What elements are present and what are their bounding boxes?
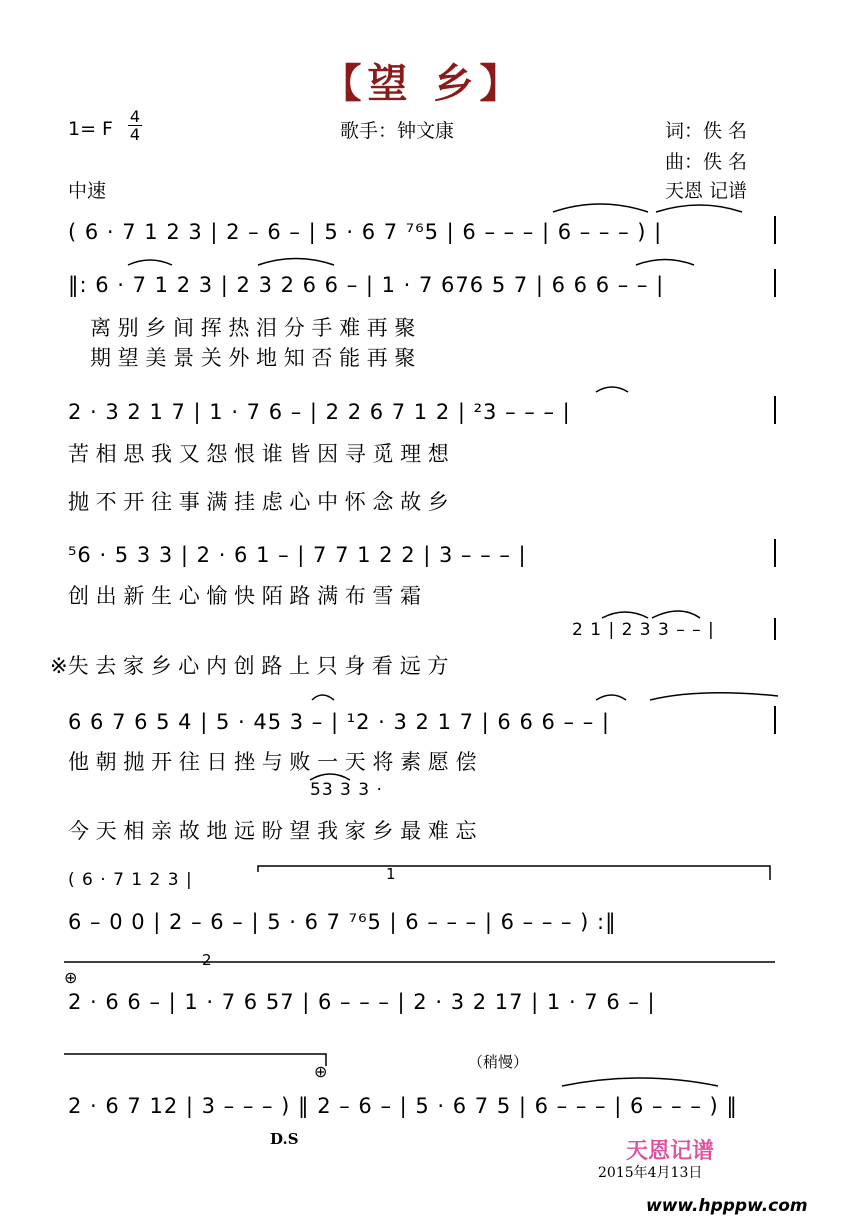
notation-row: 2 · 6 7 12 | 3 – – – ) ‖ 2 – 6 – | 5 · 6 7 5 | 6 – – – | 6 – – – ) ‖ xyxy=(68,1094,738,1118)
volta-2-number: 2 xyxy=(202,951,212,969)
time-denominator: 4 xyxy=(129,125,141,144)
singer: 歌手：钟文康 xyxy=(340,120,455,142)
slur-mark xyxy=(310,774,350,780)
ds-label: D.S xyxy=(270,1130,299,1148)
notation-row: ( 6 · 7 1 2 3 | 2 – 6 – | 5 · 6 7 ⁷⁶5 | 6 – – – | 6 – – – ) | xyxy=(68,220,663,244)
notation-row: ‖: 6 · 7 1 2 3 | 2 3 2 6 6 – | 1 · 7 676 5 7 | 6 6 6 – – | xyxy=(68,273,665,297)
slur-mark xyxy=(652,611,700,618)
coda-sign: ⊕ xyxy=(314,1062,328,1081)
slur-mark xyxy=(650,693,778,700)
notation-row: 6 6 7 6 5 4 | 5 · 45 3 – | ¹2 · 3 2 1 7 | 6 6 6 – – | xyxy=(68,710,610,734)
slur-mark xyxy=(553,204,648,212)
notation-row: 2 1 | 2 3 3 – – | xyxy=(572,620,715,640)
lyric-line: ※失 去 家 乡 心 内 创 路 上 只 身 看 远 方 xyxy=(50,654,449,678)
key-signature: 1= F xyxy=(68,118,113,140)
composer: 曲：佚 名 xyxy=(665,151,748,173)
slur-mark xyxy=(602,612,648,618)
lyric-line: 他 朝 抛 开 往 日 挫 与 败 一 天 将 素 愿 偿 xyxy=(68,750,477,774)
website-watermark: www.hpppw.com xyxy=(646,1196,808,1216)
lyric-line: 期 望 美 景 关 外 地 知 否 能 再 聚 xyxy=(90,346,416,370)
slur-mark xyxy=(128,260,172,265)
notation-row: 6 – 0 0 | 2 – 6 – | 5 · 6 7 ⁷⁶5 | 6 – – – | 6 – – – ) :‖ xyxy=(68,910,617,934)
lyricist: 词：佚 名 xyxy=(665,120,748,142)
notation-row: 2 · 3 2 1 7 | 1 · 7 6 – | 2 2 6 7 1 2 | ²3 – – – | xyxy=(68,400,571,424)
slur-mark xyxy=(636,260,694,266)
lyric-line: 苦 相 思 我 又 怨 恨 谁 皆 因 寻 觅 理 想 xyxy=(68,442,449,466)
transcriber-signature: 天恩记谱 xyxy=(626,1138,715,1164)
volta-1-number: 1 xyxy=(386,865,396,883)
song-title: 【望 乡】 xyxy=(321,61,526,107)
notation-row: 2 · 6 6 – | 1 · 7 6 57 | 6 – – – | 2 · 3 2 17 | 1 · 7 6 – | xyxy=(68,990,656,1014)
volta-bracket-1 xyxy=(258,866,770,880)
lyric-line: 今 天 相 亲 故 地 远 盼 望 我 家 乡 最 难 忘 xyxy=(68,819,477,843)
time-numerator: 4 xyxy=(129,107,141,126)
transcriber: 天恩 记谱 xyxy=(665,180,748,202)
notation-row-top: ( 6 · 7 1 2 3 | xyxy=(68,870,193,890)
slur-mark xyxy=(258,259,334,266)
slur-mark xyxy=(562,1078,718,1086)
notation-row: ⁵6 · 5 3 3 | 2 · 6 1 – | 7 7 1 2 2 | 3 – – – | xyxy=(68,543,527,567)
coda-sign: ⊕ xyxy=(64,968,78,987)
lyric-line: 创 出 新 生 心 愉 快 陌 路 满 布 雪 霜 xyxy=(68,584,422,608)
lyric-line: 抛 不 开 往 事 满 挂 虑 心 中 怀 念 故 乡 xyxy=(68,490,449,514)
ending-bracket xyxy=(64,1054,326,1066)
aux-notation: 53 3 3 · xyxy=(310,780,383,800)
slur-mark xyxy=(596,695,626,700)
slur-mark xyxy=(656,205,742,212)
date-stamp: 2015年4月13日 xyxy=(598,1165,703,1181)
tempo-change-marking: （稍慢） xyxy=(468,1053,529,1071)
slur-mark xyxy=(312,695,334,700)
slur-mark xyxy=(596,387,628,392)
tempo-marking: 中速 xyxy=(68,180,107,202)
lyric-line: 离 别 乡 间 挥 热 泪 分 手 难 再 聚 xyxy=(90,316,416,340)
